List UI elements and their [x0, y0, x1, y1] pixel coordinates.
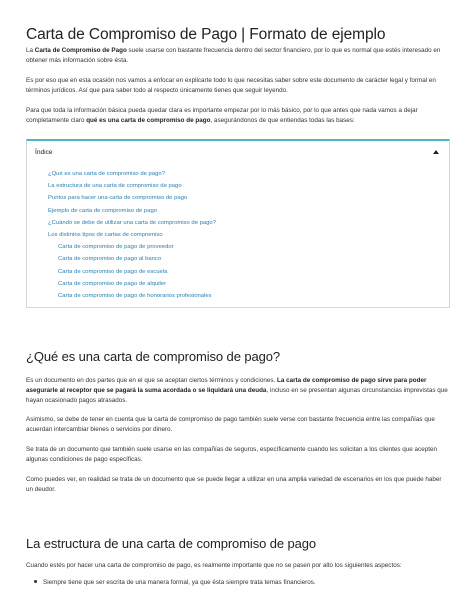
- intro-p1-bold: Carta de Compromiso de Pago: [34, 47, 127, 54]
- section2-paragraph-1: Cuando estés por hacer una carta de compromiso de pago, es realmente importante que no se pasen por alto los siguientes aspectos:: [26, 562, 402, 569]
- toc-item[interactable]: La estructura de una carta de compromiso de pago: [48, 183, 182, 190]
- toc-collapse-icon[interactable]: [433, 150, 439, 154]
- page-title: Carta de Compromiso de Pago | Formato de ejemplo: [26, 26, 386, 43]
- list-item: [34, 578, 316, 588]
- toc-subitem[interactable]: Carta de compromiso de pago al banco: [58, 256, 162, 263]
- toc-list: [48, 168, 216, 302]
- intro-paragraph-2: Es por eso que en esta ocasión nos vamos a enfocar en explicarte todo lo que necesitas saber sobre este documento de carácter legal y formal en términos jurídicos. Así que para saber todo al respecto únicamente tienes que seguir leyendo.: [26, 77, 436, 95]
- toc-item[interactable]: Ejemplo de carta de compromiso de pago: [48, 207, 158, 214]
- toc-subitem[interactable]: Carta de compromiso de pago de proveedor: [58, 244, 174, 251]
- list-item-text: Siempre tiene que ser escrita de una manera formal, ya que ésta siempre trata temas financieros.: [43, 579, 316, 586]
- toc-header: Índice: [35, 149, 53, 156]
- section1-paragraph-3: Se trata de un documento que también suele usarse en las compañías de seguros, específicamente cuando les solicitan a los clientes que acepten algunas condiciones de pago específicas.: [26, 446, 437, 464]
- toc-item[interactable]: Los distintos tipos de cartas de compromiso: [48, 232, 163, 239]
- intro-p1-text-end: suele usarse con bastante frecuencia dentro del sector financiero, por lo que es normal que estés interesado en obtener más información sobre ésta.: [26, 47, 441, 65]
- bullet-dot-icon: [34, 580, 37, 583]
- intro-p3-text: Para que toda la información básica pueda quedar clara es importante empezar por lo más básico, por lo que antes que nada vamos a dejar completamente claro: [26, 107, 418, 125]
- section1-paragraph-1: [26, 376, 450, 407]
- intro-paragraph-3: [26, 106, 450, 126]
- section-heading-que-es: ¿Qué es una carta de compromiso de pago?: [26, 349, 280, 364]
- toc-subitem[interactable]: Carta de compromiso de pago de honorarios profesionales: [58, 293, 212, 300]
- section-heading-estructura: La estructura de una carta de compromiso de pago: [26, 536, 317, 551]
- toc-item[interactable]: Puntos para hacer una carta de compromiso de pago: [48, 195, 188, 202]
- intro-paragraph-1: [26, 46, 450, 66]
- intro-p1-text: La: [26, 47, 35, 54]
- section1-paragraph-2: Asimismo, se debe de tener en cuenta que la carta de compromiso de pago también suele verse con bastante frecuencia entre las compañías que acuerdan intercambiar bienes o servicios por dinero.: [26, 416, 435, 434]
- section1-p1-text-end: , incluso en se presentan algunas circunstancias imprevistas que hayan ocasionado pagos atrasados.: [26, 387, 448, 405]
- table-of-contents: [26, 139, 450, 308]
- section1-p1-bold: La carta de compromiso de pago sirve para poder asegurarle al receptor que se pagará la suma acordada o se liquidará una deuda: [26, 377, 427, 395]
- toc-subitem[interactable]: Carta de compromiso de pago de escuela: [58, 268, 168, 275]
- toc-item[interactable]: ¿Cuándo se debe de utilizar una carta de compromiso de pago?: [48, 219, 216, 226]
- toc-subitem[interactable]: Carta de compromiso de pago de alquiler: [58, 280, 167, 287]
- intro-p3-bold: qué es una carta de compromiso de pago: [86, 117, 211, 125]
- toc-item[interactable]: ¿Qué es una carta de compromiso de pago?: [48, 171, 165, 177]
- intro-p3-text-end: , asegurándonos de que entiendas todas las bases:: [210, 117, 355, 125]
- section1-paragraph-4: Como puedes ver, en realidad se trata de un documento que se puede llegar a utilizar en una amplia variedad de escenarios en los que puede haber un deudor.: [26, 476, 442, 494]
- section1-p1-text: Es un documento en dos partes que en el que se aceptan ciertos términos y condiciones.: [26, 377, 277, 384]
